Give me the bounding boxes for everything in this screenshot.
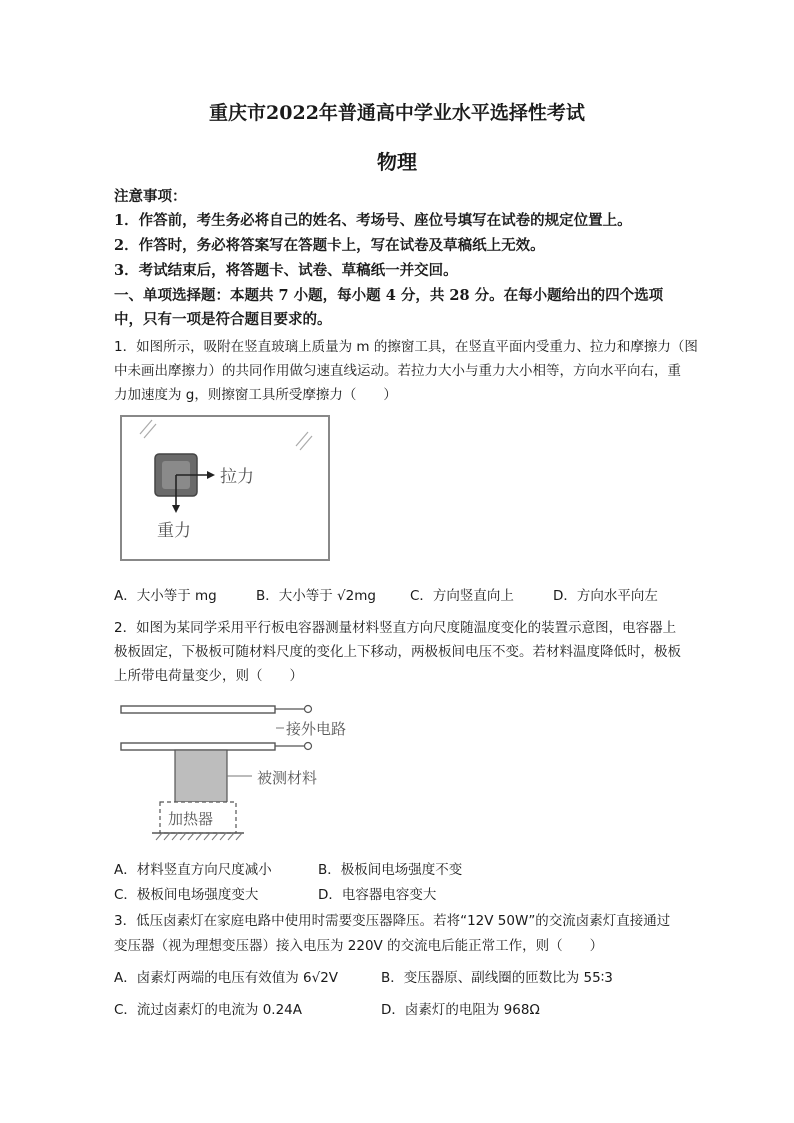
question-1-option-c[interactable]: C．方向竖直向上 <box>410 588 514 604</box>
notice-item: 2．作答时，务必将答案写在答题卡上，写在试卷及草稿纸上无效。 <box>114 237 545 254</box>
question-1-figure <box>118 412 333 564</box>
question-3-option-a[interactable]: A．卤素灯两端的电压有效值为 6√2V <box>114 970 339 986</box>
question-2-figure <box>118 698 368 842</box>
upper-plate <box>121 706 275 713</box>
glass-pane <box>121 416 329 560</box>
question-3-text: 变压器（视为理想变压器）接入电压为 220V 的交流电后能正常工作，则（ ） <box>114 938 604 954</box>
material-label: 被测材料 <box>257 769 318 787</box>
lower-plate <box>121 743 275 750</box>
question-1-text: 力加速度为 g，则擦窗工具所受摩擦力（ ） <box>114 387 397 403</box>
pull-force-label: 拉力 <box>220 467 254 487</box>
question-3-option-c[interactable]: C．流过卤素灯的电流为 0.24A <box>114 1002 303 1018</box>
question-2-option-c[interactable]: C．极板间电场强度变大 <box>114 887 259 903</box>
heater-label: 加热器 <box>168 810 214 828</box>
question-2-option-d[interactable]: D．电容器电容变大 <box>318 887 437 903</box>
question-2-option-b[interactable]: B．极板间电场强度不变 <box>318 862 463 878</box>
question-2-option-a[interactable]: A．材料竖直方向尺度减小 <box>114 862 272 878</box>
tested-material <box>175 750 227 802</box>
notice-item: 3．考试结束后，将答题卡、试卷、草稿纸一并交回。 <box>114 262 458 279</box>
question-1-text: 中未画出摩擦力）的共同作用做匀速直线运动。若拉力大小与重力大小相等，方向水平向右，重 <box>114 363 681 379</box>
external-circuit-label: 接外电路 <box>286 720 347 738</box>
section-heading: 一、单项选择题：本题共 7 小题，每小题 4 分，共 28 分。在每小题给出的四个选项 <box>114 287 664 304</box>
gravity-label: 重力 <box>157 521 191 541</box>
subject-title: 物理 <box>377 150 417 174</box>
question-3-text: 3．低压卤素灯在家庭电路中使用时需要变压器降压。若将“12V 50W”的交流卤素灯直接通过 <box>114 913 671 929</box>
question-1-option-b[interactable]: B．大小等于 √2mg <box>256 588 376 604</box>
question-2-text: 极板固定，下极板可随材料尺度的变化上下移动，两极板间电压不变。若材料温度降低时，极板 <box>114 644 681 660</box>
question-1-option-a[interactable]: A．大小等于 mg <box>114 588 217 604</box>
section-heading-cont: 中，只有一项是符合题目要求的。 <box>114 311 332 328</box>
question-1-text: 1．如图所示，吸附在竖直玻璃上质量为 m 的擦窗工具，在竖直平面内受重力、拉力和摩擦力（图 <box>114 339 698 355</box>
question-3-option-d[interactable]: D．卤素灯的电阻为 968Ω <box>381 1002 540 1018</box>
question-3-option-b[interactable]: B．变压器原、副线圈的匝数比为 55∶3 <box>381 970 613 986</box>
question-2-text: 2．如图为某同学采用平行板电容器测量材料竖直方向尺度随温度变化的装置示意图，电容器上 <box>114 620 677 636</box>
notice-item: 1．作答前，考生务必将自己的姓名、考场号、座位号填写在试卷的规定位置上。 <box>114 212 632 229</box>
question-2-text: 上所带电荷量变少，则（ ） <box>114 668 303 684</box>
page-title: 重庆市2022年普通高中学业水平选择性考试 <box>209 102 585 124</box>
notice-heading: 注意事项： <box>114 188 187 205</box>
question-1-option-d[interactable]: D．方向水平向左 <box>553 588 658 604</box>
